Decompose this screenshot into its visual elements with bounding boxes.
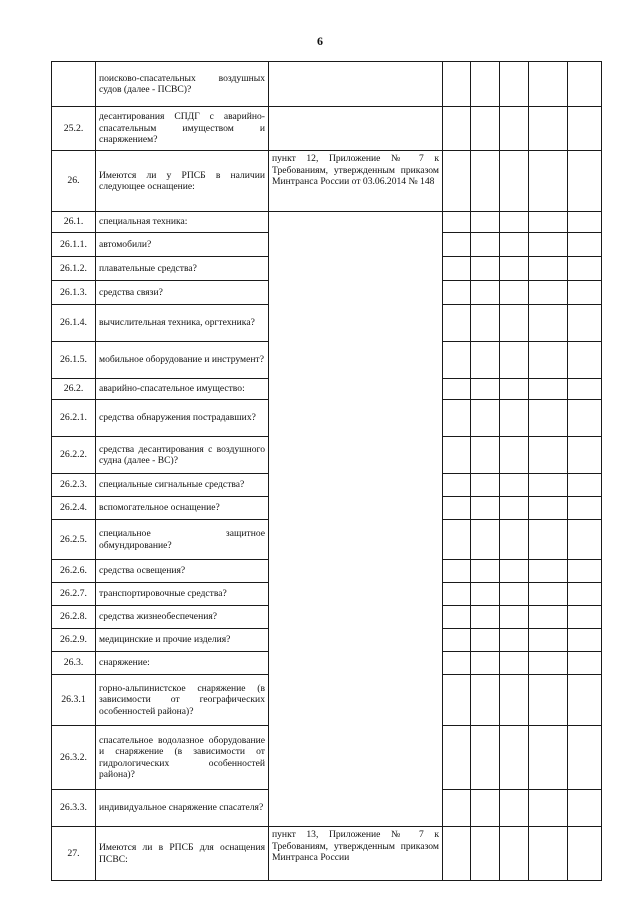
item-number: 26.3.2.	[52, 726, 96, 790]
answer-cell	[500, 379, 529, 400]
answer-cell	[568, 520, 602, 560]
question-text: средства освещения?	[96, 560, 269, 583]
table-row	[52, 827, 602, 881]
answer-cell	[500, 62, 529, 107]
item-number: 25.2.	[52, 107, 96, 151]
answer-cell	[568, 474, 602, 497]
answer-cell	[568, 379, 602, 400]
item-number: 26.2.5.	[52, 520, 96, 560]
answer-cell	[471, 342, 500, 379]
item-number: 26.3.3.	[52, 790, 96, 827]
answer-cell	[471, 652, 500, 675]
answer-cell	[529, 583, 568, 606]
question-text: горно-альпинистское снаряжение (в зависимости от географических особенностей района)?	[96, 675, 269, 726]
question-text: Имеются ли у РПСБ в наличии следующее оснащение:	[96, 151, 269, 212]
question-text: поисково-спасательных воздушных судов (далее - ПСВС)?	[96, 62, 269, 107]
answer-cell	[443, 583, 471, 606]
answer-cell	[500, 560, 529, 583]
answer-cell	[500, 474, 529, 497]
item-number: 26.3.1	[52, 675, 96, 726]
answer-cell	[500, 675, 529, 726]
answer-cell	[568, 560, 602, 583]
answer-cell	[529, 606, 568, 629]
checklist-table	[51, 61, 602, 881]
answer-cell	[529, 629, 568, 652]
answer-cell	[443, 675, 471, 726]
answer-cell	[529, 520, 568, 560]
answer-cell	[500, 827, 529, 881]
item-number: 26.2.7.	[52, 583, 96, 606]
answer-cell	[529, 257, 568, 281]
answer-cell	[471, 151, 500, 212]
answer-cell	[529, 652, 568, 675]
question-text: мобильное оборудование и инструмент?	[96, 342, 269, 379]
answer-cell	[568, 437, 602, 474]
answer-cell	[568, 790, 602, 827]
table-row	[52, 107, 602, 151]
reference-cell	[269, 827, 443, 881]
answer-cell	[500, 400, 529, 437]
answer-cell	[568, 233, 602, 257]
question-text: средства обнаружения пострадавших?	[96, 400, 269, 437]
item-number: 26.2.4.	[52, 497, 96, 520]
question-text: специальная техника:	[96, 212, 269, 233]
answer-cell	[500, 281, 529, 305]
answer-cell	[443, 281, 471, 305]
answer-cell	[443, 474, 471, 497]
answer-cell	[471, 560, 500, 583]
answer-cell	[568, 652, 602, 675]
answer-cell	[529, 233, 568, 257]
answer-cell	[500, 257, 529, 281]
answer-cell	[443, 107, 471, 151]
item-number: 26.1.1.	[52, 233, 96, 257]
answer-cell	[529, 790, 568, 827]
answer-cell	[471, 474, 500, 497]
answer-cell	[443, 520, 471, 560]
answer-cell	[529, 675, 568, 726]
question-text: аварийно-спасательное имущество:	[96, 379, 269, 400]
page-number: 6	[317, 34, 323, 48]
answer-cell	[568, 497, 602, 520]
answer-cell	[500, 107, 529, 151]
answer-cell	[471, 379, 500, 400]
question-text: специальное защитное обмундирование?	[96, 520, 269, 560]
answer-cell	[529, 342, 568, 379]
answer-cell	[471, 437, 500, 474]
table-row	[52, 151, 602, 212]
item-number: 26.1.3.	[52, 281, 96, 305]
answer-cell	[443, 629, 471, 652]
question-text: средства десантирования с воздушного судна (далее - ВС)?	[96, 437, 269, 474]
question-text: плавательные средства?	[96, 257, 269, 281]
question-text: медицинские и прочие изделия?	[96, 629, 269, 652]
answer-cell	[471, 233, 500, 257]
answer-cell	[443, 437, 471, 474]
question-text: индивидуальное снаряжение спасателя?	[96, 790, 269, 827]
item-number: 26.1.4.	[52, 305, 96, 342]
answer-cell	[471, 583, 500, 606]
answer-cell	[500, 233, 529, 257]
answer-cell	[443, 305, 471, 342]
answer-cell	[500, 342, 529, 379]
item-number: 26.2.2.	[52, 437, 96, 474]
answer-cell	[529, 62, 568, 107]
answer-cell	[529, 474, 568, 497]
answer-cell	[500, 151, 529, 212]
answer-cell	[443, 497, 471, 520]
answer-cell	[443, 606, 471, 629]
answer-cell	[471, 497, 500, 520]
question-text: транспортировочные средства?	[96, 583, 269, 606]
answer-cell	[443, 257, 471, 281]
answer-cell	[529, 107, 568, 151]
question-text: средства жизнеобеспечения?	[96, 606, 269, 629]
answer-cell	[500, 790, 529, 827]
answer-cell	[500, 305, 529, 342]
answer-cell	[568, 827, 602, 881]
answer-cell	[471, 827, 500, 881]
answer-cell	[529, 212, 568, 233]
item-number: 26.2.3.	[52, 474, 96, 497]
answer-cell	[568, 606, 602, 629]
answer-cell	[529, 379, 568, 400]
reference-cell-merged	[269, 212, 443, 827]
answer-cell	[443, 652, 471, 675]
item-number: 26.1.2.	[52, 257, 96, 281]
answer-cell	[443, 790, 471, 827]
table-row	[52, 62, 602, 107]
answer-cell	[568, 629, 602, 652]
answer-cell	[471, 281, 500, 305]
answer-cell	[500, 520, 529, 560]
answer-cell	[529, 827, 568, 881]
reference-text: пункт 13, Приложение № 7 к Требованиям, утвержденным приказом Минтранса России	[272, 829, 439, 863]
answer-cell	[471, 726, 500, 790]
answer-cell	[529, 400, 568, 437]
question-text: специальные сигнальные средства?	[96, 474, 269, 497]
answer-cell	[500, 652, 529, 675]
question-text: вычислительная техника, оргтехника?	[96, 305, 269, 342]
answer-cell	[443, 62, 471, 107]
answer-cell	[568, 107, 602, 151]
reference-cell	[269, 62, 443, 107]
answer-cell	[568, 281, 602, 305]
answer-cell	[568, 675, 602, 726]
item-number: 26.2.	[52, 379, 96, 400]
answer-cell	[529, 281, 568, 305]
question-text: средства связи?	[96, 281, 269, 305]
answer-cell	[529, 560, 568, 583]
item-number: 26.1.	[52, 212, 96, 233]
answer-cell	[568, 400, 602, 437]
answer-cell	[500, 629, 529, 652]
answer-cell	[471, 520, 500, 560]
answer-cell	[471, 107, 500, 151]
answer-cell	[500, 726, 529, 790]
item-number: 26.2.9.	[52, 629, 96, 652]
answer-cell	[529, 726, 568, 790]
answer-cell	[568, 305, 602, 342]
question-text: снаряжение:	[96, 652, 269, 675]
reference-cell	[269, 107, 443, 151]
answer-cell	[568, 726, 602, 790]
answer-cell	[568, 583, 602, 606]
answer-cell	[500, 606, 529, 629]
answer-cell	[568, 212, 602, 233]
answer-cell	[443, 151, 471, 212]
answer-cell	[568, 151, 602, 212]
answer-cell	[443, 233, 471, 257]
reference-text: пункт 12, Приложение № 7 к Требованиям, утвержденным приказом Минтранса России от 03.06.2014 № 148	[272, 153, 439, 187]
answer-cell	[471, 305, 500, 342]
answer-cell	[568, 342, 602, 379]
answer-cell	[529, 305, 568, 342]
item-number: 26.2.8.	[52, 606, 96, 629]
table-row	[52, 212, 602, 233]
answer-cell	[568, 257, 602, 281]
answer-cell	[529, 437, 568, 474]
answer-cell	[500, 437, 529, 474]
item-number: 26.	[52, 151, 96, 212]
answer-cell	[471, 606, 500, 629]
answer-cell	[443, 342, 471, 379]
answer-cell	[443, 212, 471, 233]
item-number: 27.	[52, 827, 96, 881]
answer-cell	[443, 726, 471, 790]
answer-cell	[471, 62, 500, 107]
item-number: 26.3.	[52, 652, 96, 675]
answer-cell	[500, 583, 529, 606]
answer-cell	[529, 497, 568, 520]
question-text: вспомогательное оснащение?	[96, 497, 269, 520]
item-number	[52, 62, 96, 107]
answer-cell	[443, 379, 471, 400]
answer-cell	[568, 62, 602, 107]
answer-cell	[529, 151, 568, 212]
answer-cell	[443, 827, 471, 881]
answer-cell	[471, 212, 500, 233]
answer-cell	[500, 212, 529, 233]
item-number: 26.1.5.	[52, 342, 96, 379]
answer-cell	[471, 629, 500, 652]
answer-cell	[471, 400, 500, 437]
item-number: 26.2.1.	[52, 400, 96, 437]
answer-cell	[500, 497, 529, 520]
answer-cell	[443, 400, 471, 437]
question-text: десантирования СПДГ с аварийно-спасательным имуществом и снаряжением?	[96, 107, 269, 151]
answer-cell	[471, 675, 500, 726]
item-number: 26.2.6.	[52, 560, 96, 583]
question-text: автомобили?	[96, 233, 269, 257]
answer-cell	[443, 560, 471, 583]
question-text: Имеются ли в РПСБ для оснащения ПСВС:	[96, 827, 269, 881]
reference-cell	[269, 151, 443, 212]
answer-cell	[471, 790, 500, 827]
question-text: спасательное водолазное оборудование и снаряжение (в зависимости от гидрологических особенностей района)?	[96, 726, 269, 790]
answer-cell	[471, 257, 500, 281]
